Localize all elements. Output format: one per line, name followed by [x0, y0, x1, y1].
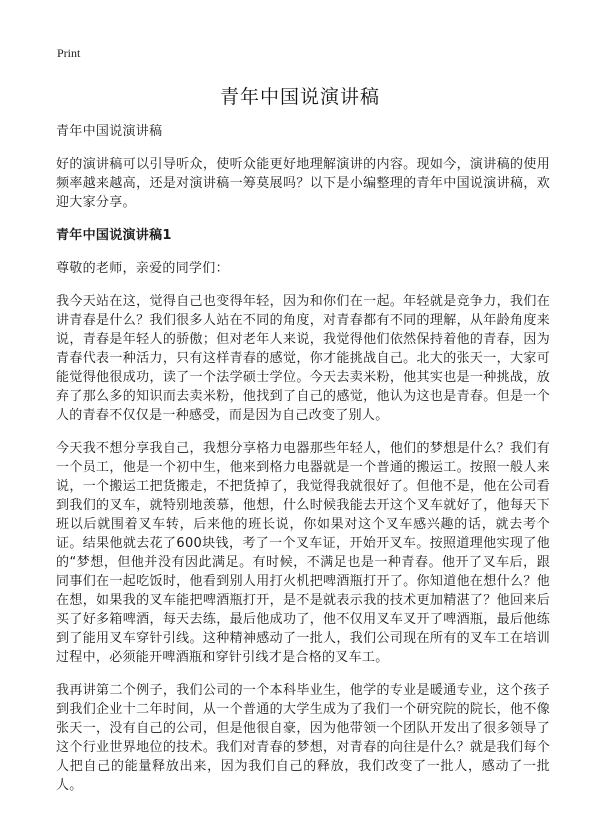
section-heading: 青年中国说演讲稿1	[56, 228, 172, 243]
body-paragraph-2: 今天我不想分享我自己，我想分享格力电器那些年轻人，他们的梦想是什么？我们有一个员工，他是一个初中生，他来到格力电器就是一个普通的搬运工。按照一般人来说，一个搬运工把货搬走，不把货掉了，我觉得我就很好了。但他不是，他在公司看到我们的叉车，就特别地羡慕，他想，什么时候我能去开这个叉车就好了，他每天下班以后就围着叉车转，后来他的班长说，你如果对这个叉车感兴趣的话，就去考个证。结果他就去花了600块钱，考了一个叉车证，开始开叉车。按照道理他实现了他的“梦想，但他并没有因此满足。有时候，不满足也是一种青春。他开了叉车后，跟同事们在一起吃饭时，他看到别人用打火机把啤酒瓶打开了。你知道他在想什么？他在想，如果我的叉车能把啤酒瓶打开，是不是就表示我的技术更加精湛了？他回来后买了好多箱啤酒，每天去练，最后他成功了，他不仅用叉车叉开了啤酒瓶，最后他练到了能用叉车穿针引线。这种精神感动了一批人，我们公司现在所有的叉车工在培训过程中，必须能开啤酒瓶和穿针引线才是合格的叉车工。	[56, 441, 550, 665]
intro-paragraph: 好的演讲稿可以引导听众，使听众能更好地理解演讲的内容。现如今，演讲稿的使用频率越来越高，还是对演讲稿一筹莫展吗？以下是小编整理的青年中国说演讲稿，欢迎大家分享。	[56, 157, 550, 210]
print-link[interactable]: Print	[57, 46, 81, 60]
body-paragraph-1: 我今天站在这，觉得自己也变得年轻，因为和你们在一起。年轻就是竞争力，我们在讲青春是什么？我们很多人站在不同的角度，对青春都有不同的理解，从年龄角度来说，青春是年轻人的骄傲；但对老年人来说，我觉得他们依然保持着他的青春，因为青春代表一种活力，只有这样青春的感觉，你才能挑战自己。北大的张天一，大家可能觉得他很成功，读了一个法学硕士学位。今天去卖米粉，他其实也是一种挑战，放弃了那么多的知识而去卖米粉，他找到了自己的感觉，他认为这也是青春。但是一个人的青春不仅仅是一种感受，而是因为自己改变了别人。	[56, 294, 550, 423]
document-subtitle: 青年中国说演讲稿	[56, 124, 163, 139]
greeting: 尊敬的老师，亲爱的同学们：	[56, 261, 229, 276]
page-title: 青年中国说演讲稿	[219, 86, 380, 108]
document-body	[56, 122, 550, 809]
body-paragraph-3: 我再讲第二个例子，我们公司的一个本科毕业生，他学的专业是暖通专业，这个孩子到我们企业十二年时间，从一个普通的大学生成为了我们一个研究院的院长，他不像张天一，没有自己的公司，但是他很自豪，因为他带领一个团队开发出了很多领导了这个行业世界地位的技术。我们对青春的梦想，对青春的向往是什么？就是我们每个人把自己的能量释放出来，因为我们自己的释放，我们改变了一批人，感动了一批人。	[56, 683, 550, 793]
